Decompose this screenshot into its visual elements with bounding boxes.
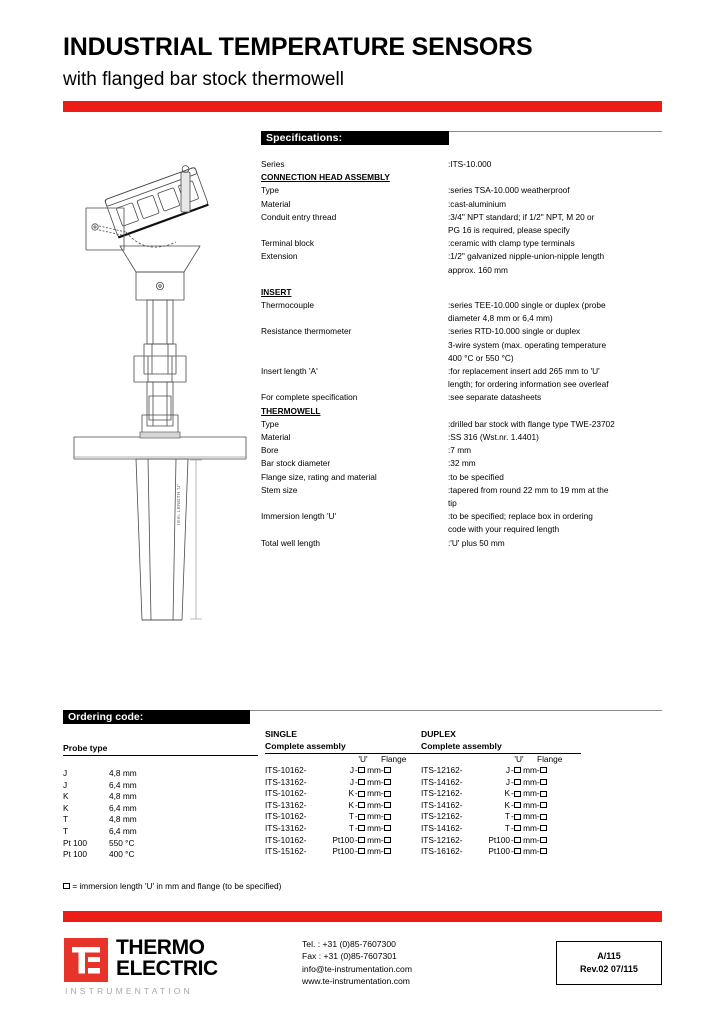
page-title: INDUSTRIAL TEMPERATURE SENSORS [63, 33, 533, 61]
assembly-length-flange-fields: - mm- [510, 811, 581, 823]
single-assembly-column [265, 728, 425, 858]
spec-section-text: INSERT [261, 286, 292, 297]
spec-value [448, 299, 666, 325]
spec-label: Total well length [261, 537, 321, 548]
spec-value [448, 484, 666, 510]
spec-label: Material [261, 432, 291, 443]
assembly-order-code: ITS-16162- [421, 846, 463, 857]
assembly-length-flange-fields: - mm- [354, 846, 425, 858]
assembly-length-flange-fields: - mm- [354, 835, 425, 847]
spec-value-line: approx. 160 mm [448, 264, 508, 275]
spec-value [448, 431, 666, 444]
duplex-column-subheaders [421, 754, 581, 765]
spec-label: Type [261, 185, 279, 196]
header-accent-bar [63, 101, 662, 112]
assembly-length-flange-fields: - mm- [510, 800, 581, 812]
contact-tel: Tel. : +31 (0)85-7607300 [302, 939, 396, 949]
assembly-order-code: ITS-14162- [421, 822, 463, 833]
spec-value [448, 471, 666, 484]
unit-label: mm- [520, 834, 540, 845]
immersion-length-box-icon[interactable] [514, 837, 521, 843]
te-monogram-icon [64, 938, 108, 982]
spec-row [261, 325, 666, 365]
immersion-length-box-icon[interactable] [514, 848, 521, 854]
spec-label: Conduit entry thread [261, 211, 337, 222]
assembly-order-code: ITS-14162- [421, 799, 463, 810]
probe-type-row [63, 826, 258, 838]
probe-detail-value: 6,4 mm [109, 779, 137, 790]
ordering-code-heading-rule [250, 710, 662, 711]
unit-label: mm- [364, 765, 384, 775]
specifications-table [261, 158, 666, 550]
flange-box-icon[interactable] [384, 767, 391, 773]
spec-label: Bore [261, 445, 279, 456]
spec-row [261, 391, 666, 404]
immersion-length-box-icon[interactable] [514, 802, 521, 808]
revision-box [556, 941, 662, 985]
assembly-order-code: ITS-13162- [265, 776, 307, 787]
unit-label: mm- [364, 822, 384, 833]
probe-type-value: J [63, 768, 68, 778]
single-flange-subheader: Flange [381, 754, 407, 764]
immersion-length-dimension-label: Imm. LENGTH 'U' [176, 484, 181, 525]
assembly-length-flange-fields: - mm- [354, 823, 425, 835]
company-name-line2: ELECTRIC [116, 957, 218, 980]
spec-value-line: :ITS-10.000 [448, 159, 492, 169]
spec-row [261, 484, 666, 510]
unit-label: mm- [364, 788, 384, 799]
spec-row [261, 184, 666, 197]
spec-value-line: :cast-aluminium [448, 198, 507, 209]
probe-detail-value: 4,8 mm [109, 791, 137, 802]
spec-row [261, 237, 666, 250]
duplex-flange-subheader: Flange [537, 754, 563, 764]
assembly-length-flange-fields: - mm- [354, 800, 425, 812]
spec-row [261, 444, 666, 457]
spec-row [261, 431, 666, 444]
probe-type-row [63, 768, 258, 780]
spec-value-line: :32 mm [448, 458, 476, 469]
spec-label: Material [261, 198, 291, 209]
spec-value-line: :to be specified [448, 471, 504, 482]
unit-label: mm- [364, 834, 384, 845]
specifications-heading-label: Specifications: [266, 132, 343, 144]
spec-label: Insert length 'A' [261, 366, 318, 377]
spec-value [448, 184, 666, 197]
spec-value [448, 537, 666, 550]
single-column-title-1: SINGLE [265, 729, 297, 739]
spec-section-label [261, 405, 448, 418]
spec-section-text: THERMOWELL [261, 405, 321, 416]
probe-type-column [63, 742, 258, 861]
flange-box-icon[interactable] [540, 814, 547, 820]
flange-box-icon[interactable] [384, 848, 391, 854]
assembly-order-code: ITS-13162- [265, 799, 307, 810]
probe-detail-value: 550 °C [109, 837, 135, 848]
flange-box-icon[interactable] [384, 814, 391, 820]
footer-accent-bar [63, 911, 662, 922]
spec-value [448, 444, 666, 457]
spec-value [448, 510, 666, 536]
duplex-assembly-row [421, 788, 581, 800]
duplex-assembly-row [421, 777, 581, 789]
immersion-length-box-icon[interactable] [358, 779, 365, 785]
assembly-sensor-type: T [348, 811, 354, 822]
spec-label: Immersion length 'U' [261, 511, 337, 522]
duplex-assembly-row [421, 823, 581, 835]
spec-value-line: :1/2" galvanized nipple-union-nipple length [448, 251, 605, 262]
company-logo [64, 938, 224, 1000]
spec-value-line: :to be specified; replace box in ordering [448, 511, 593, 522]
immersion-length-box-icon[interactable] [514, 791, 521, 797]
unit-label: mm- [520, 776, 540, 787]
probe-detail-value: 4,8 mm [109, 768, 137, 778]
assembly-sensor-type: Pt100 [332, 834, 354, 845]
immersion-length-box-icon[interactable] [358, 848, 365, 854]
spec-section-label [261, 171, 448, 184]
assembly-sensor-type: K [504, 799, 510, 810]
spec-label: Type [261, 418, 279, 429]
probe-type-value: Pt 100 [63, 849, 87, 860]
flange-box-icon[interactable] [540, 791, 547, 797]
spec-value [448, 325, 666, 365]
probe-detail-value: 400 °C [109, 849, 135, 860]
probe-type-value: K [63, 802, 69, 813]
spec-value [448, 211, 666, 237]
spec-value [448, 237, 666, 250]
probe-type-value: Pt 100 [63, 837, 87, 848]
contact-email[interactable]: info@te-instrumentation.com [302, 963, 412, 974]
assembly-order-code: ITS-10162- [265, 811, 307, 822]
duplex-assembly-column [421, 728, 581, 858]
spec-label: Bar stock diameter [261, 458, 331, 469]
company-tagline: INSTRUMENTATION [65, 986, 193, 996]
assembly-length-flange-fields: - mm- [354, 765, 425, 777]
spec-value-line: tip [448, 498, 457, 509]
spec-label: Resistance thermometer [261, 326, 352, 337]
assembly-sensor-type: T [504, 811, 510, 822]
unit-label: mm- [520, 822, 540, 833]
flange-box-icon[interactable] [384, 779, 391, 785]
immersion-length-box-icon[interactable] [358, 802, 365, 808]
spec-value-line: :series TSA-10.000 weatherproof [448, 185, 570, 196]
spec-label: Stem size [261, 484, 298, 495]
spec-spacer [261, 277, 666, 286]
flange-box-icon[interactable] [540, 767, 547, 773]
flange-box-icon[interactable] [540, 802, 547, 808]
ordering-footnote [63, 880, 281, 892]
probe-type-value: T [63, 814, 69, 825]
immersion-length-box-icon[interactable] [514, 814, 521, 820]
single-u-subheader: 'U' [358, 754, 368, 764]
assembly-sensor-type: J [505, 765, 510, 775]
spec-value [448, 391, 666, 404]
spec-row [261, 365, 666, 391]
assembly-sensor-type: Pt100 [488, 846, 510, 857]
spec-value-line: PG 16 is required, please specify [448, 225, 570, 236]
spec-value-line: 3-wire system (max. operating temperature [448, 339, 607, 350]
ordering-code-heading [63, 710, 250, 724]
assembly-length-flange-fields: - mm- [510, 788, 581, 800]
duplex-assembly-row [421, 846, 581, 858]
spec-value-line: :ceramic with clamp type terminals [448, 238, 575, 249]
flange-box-icon[interactable] [384, 802, 391, 808]
assembly-sensor-type: J [349, 776, 354, 787]
spec-value [448, 418, 666, 431]
company-name-line1: THERMO [116, 936, 205, 959]
spec-row [261, 299, 666, 325]
specifications-heading-rule [449, 131, 662, 132]
spec-row [261, 158, 666, 171]
spec-value-line: :7 mm [448, 445, 472, 456]
single-assembly-rows [265, 765, 425, 858]
spec-value-line: :tapered from round 22 mm to 19 mm at the [448, 484, 609, 495]
single-assembly-row [265, 765, 425, 777]
unit-label: mm- [520, 811, 540, 822]
spec-value-line: :'U' plus 50 mm [448, 537, 505, 548]
probe-type-row [63, 849, 258, 861]
flange-box-icon[interactable] [384, 791, 391, 797]
single-assembly-row [265, 788, 425, 800]
page-subtitle: with flanged bar stock thermowell [63, 69, 344, 90]
unit-label: mm- [364, 776, 384, 787]
spec-value [448, 457, 666, 470]
ordering-code-heading-label: Ordering code: [68, 711, 144, 723]
probe-type-value: J [63, 779, 68, 790]
assembly-sensor-type: J [349, 765, 354, 775]
ordering-footnote-text: = immersion length 'U' in mm and flange (to be specified) [72, 881, 282, 891]
spec-value [448, 198, 666, 211]
unit-label: mm- [520, 765, 540, 775]
flange-box-icon[interactable] [540, 779, 547, 785]
unit-label: mm- [520, 846, 540, 857]
spec-value [448, 365, 666, 391]
contact-details [302, 938, 412, 988]
duplex-assembly-row [421, 835, 581, 847]
single-assembly-row [265, 777, 425, 789]
spec-label: Extension [261, 251, 298, 262]
spec-label: Terminal block [261, 238, 315, 249]
assembly-order-code: ITS-12162- [421, 834, 463, 845]
unit-label: mm- [364, 846, 384, 857]
assembly-length-flange-fields: - mm- [510, 777, 581, 789]
spec-value-line: code with your required length [448, 524, 560, 535]
spec-row [261, 418, 666, 431]
company-name [116, 937, 218, 979]
immersion-length-box-icon[interactable] [514, 779, 521, 785]
spec-label: Thermocouple [261, 300, 315, 311]
assembly-sensor-type: K [348, 788, 354, 799]
spec-value-line: 400 °C or 550 °C) [448, 352, 514, 363]
spec-label: For complete specification [261, 392, 358, 403]
probe-type-row [63, 803, 258, 815]
assembly-length-flange-fields: - mm- [354, 811, 425, 823]
assembly-order-code: ITS-12162- [421, 811, 463, 822]
unit-label: mm- [364, 811, 384, 822]
assembly-order-code: ITS-13162- [265, 822, 307, 833]
immersion-length-box-icon[interactable] [514, 825, 521, 831]
duplex-assembly-row [421, 800, 581, 812]
assembly-sensor-type: K [348, 799, 354, 810]
duplex-u-subheader: 'U' [514, 754, 524, 764]
duplex-column-title-2: Complete assembly [421, 741, 502, 751]
thermowell-assembly-drawing [64, 160, 254, 660]
spec-label: Series [261, 159, 285, 169]
flange-box-icon[interactable] [540, 825, 547, 831]
single-column-subheaders [265, 754, 425, 765]
single-assembly-row [265, 800, 425, 812]
unit-label: mm- [520, 799, 540, 810]
spec-value-line: :SS 316 (Wst.nr. 1.4401) [448, 432, 539, 443]
assembly-order-code: ITS-10162- [265, 765, 307, 775]
spec-value-line: :for replacement insert add 265 mm to 'U' [448, 366, 600, 377]
assembly-sensor-type: K [504, 788, 510, 799]
flange-box-icon[interactable] [540, 848, 547, 854]
spec-row [261, 198, 666, 211]
spec-value [448, 158, 666, 171]
assembly-sensor-type: T [348, 822, 354, 833]
assembly-order-code: ITS-15162- [265, 846, 307, 857]
flange-box-icon[interactable] [540, 837, 547, 843]
assembly-order-code: ITS-10162- [265, 834, 307, 845]
single-assembly-row [265, 846, 425, 858]
spec-row [261, 471, 666, 484]
duplex-assembly-row [421, 811, 581, 823]
spec-value-line: :3/4" NPT standard; if 1/2" NPT, M 20 or [448, 211, 595, 222]
assembly-sensor-type: Pt100 [488, 834, 510, 845]
assembly-length-flange-fields: - mm- [510, 823, 581, 835]
contact-fax: Fax : +31 (0)85-7607301 [302, 951, 397, 962]
probe-type-row [63, 791, 258, 803]
contact-website[interactable]: www.te-instrumentation.com [302, 976, 410, 987]
single-column-title-2: Complete assembly [265, 741, 346, 751]
flange-box-icon[interactable] [384, 825, 391, 831]
immersion-length-box-icon[interactable] [358, 837, 365, 843]
probe-detail-value: 6,4 mm [109, 825, 137, 836]
revision-doc-code: A/115 [597, 951, 621, 961]
spec-value-line: diameter 4,8 mm or 6,4 mm) [448, 313, 553, 324]
probe-detail-value: 4,8 mm [109, 814, 137, 825]
spec-row [261, 537, 666, 550]
spec-row [261, 250, 666, 276]
assembly-order-code: ITS-10162- [265, 788, 307, 799]
spec-section-text: CONNECTION HEAD ASSEMBLY [261, 172, 390, 183]
flange-box-icon[interactable] [384, 837, 391, 843]
immersion-length-box-icon[interactable] [358, 825, 365, 831]
probe-type-row [63, 780, 258, 792]
spec-section-heading [261, 171, 666, 184]
assembly-sensor-type: T [504, 822, 510, 833]
immersion-length-box-icon[interactable] [358, 767, 365, 773]
spec-value-line: :series RTD-10.000 single or duplex [448, 326, 581, 337]
assembly-order-code: ITS-14162- [421, 776, 463, 787]
assembly-sensor-type: J [505, 776, 510, 787]
probe-type-row [63, 814, 258, 826]
spec-row [261, 457, 666, 470]
assembly-sensor-type: Pt100 [332, 846, 354, 857]
spec-value-line: :drilled bar stock with flange type TWE-23702 [448, 418, 615, 429]
revision-number: Rev.02 07/115 [580, 964, 638, 974]
probe-type-value: T [63, 825, 69, 836]
single-assembly-row [265, 835, 425, 847]
duplex-assembly-rows [421, 765, 581, 858]
spec-section-heading [261, 286, 666, 299]
assembly-length-flange-fields: - mm- [510, 765, 581, 777]
probe-type-rows [63, 768, 258, 861]
spec-label: Flange size, rating and material [261, 471, 377, 482]
assembly-order-code: ITS-12162- [421, 788, 463, 799]
spec-value-line: :series TEE-10.000 single or duplex (probe [448, 300, 606, 311]
probe-type-row [63, 838, 258, 850]
immersion-length-box-icon[interactable] [514, 767, 521, 773]
assembly-order-code: ITS-12162- [421, 765, 463, 775]
spec-row [261, 510, 666, 536]
unit-label: mm- [520, 788, 540, 799]
probe-detail-value: 6,4 mm [109, 802, 137, 813]
spec-value [448, 250, 666, 276]
duplex-column-title-1: DUPLEX [421, 729, 456, 739]
immersion-length-box-icon[interactable] [358, 791, 365, 797]
assembly-length-flange-fields: - mm- [510, 846, 581, 858]
assembly-length-flange-fields: - mm- [354, 788, 425, 800]
single-assembly-row [265, 823, 425, 835]
spec-value-line: length; for ordering information see overleaf [448, 379, 609, 390]
unit-label: mm- [364, 799, 384, 810]
probe-type-column-title: Probe type [63, 743, 108, 753]
assembly-length-flange-fields: - mm- [354, 777, 425, 789]
specifications-heading [261, 131, 449, 145]
duplex-assembly-row [421, 765, 581, 777]
immersion-length-box-icon[interactable] [358, 814, 365, 820]
checkbox-icon [63, 883, 70, 889]
spec-section-label [261, 286, 448, 299]
assembly-length-flange-fields: - mm- [510, 835, 581, 847]
probe-type-value: K [63, 791, 69, 802]
single-assembly-row [265, 811, 425, 823]
spec-value-line: :see separate datasheets [448, 392, 542, 403]
spec-row [261, 211, 666, 237]
probe-type-column-rule [63, 755, 258, 756]
spec-section-heading [261, 405, 666, 418]
